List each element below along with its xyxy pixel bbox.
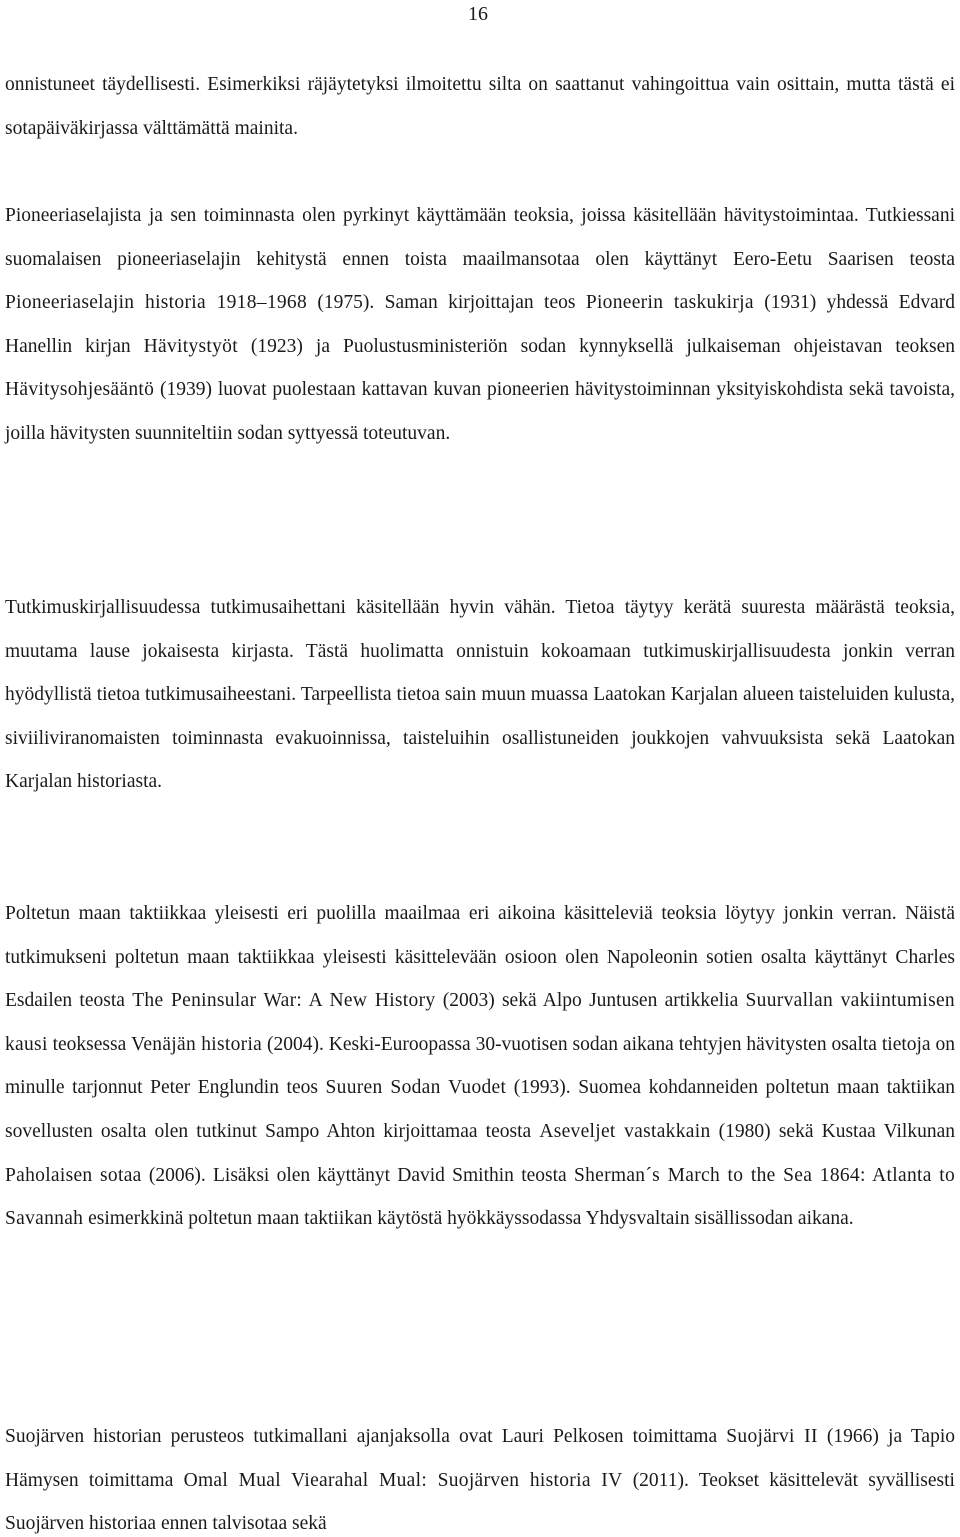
text-run: (1939) luovat puolestaan kattavan kuvan pioneerien hävitystoiminnan yksityiskohdista sekä tavoista, joilla hävitysten suunniteltiin sodan syttyessä toteutuvan.: [5, 379, 955, 444]
text-run: (2006). Lisäksi olen käyttänyt David Smithin teosta: [141, 1164, 574, 1186]
book-title: Sherman´s March to the Sea 1864: Atlanta to Savannah: [5, 1164, 955, 1230]
text-run: Suojärven historian perusteos tutkimallani ajanjaksolla ovat Lauri Pelkosen toimittama: [5, 1426, 727, 1447]
paragraph-1: [5, 63, 955, 150]
paragraph-2: [5, 194, 955, 456]
paragraph-5: [5, 1415, 955, 1537]
text-run: Tutkimuskirjallisuudessa tutkimusaihettani käsitellään hyvin vähän. Tietoa täytyy kerätä suuresta määrästä teoksia, muutama lause jokaisesta kirjasta. Tästä huolimatta onnistuin kokoamaan tutkimuskirjallisuudesta jonkin verran hyödyllistä tietoa tutkimusaiheestani. Tarpeellista tietoa sain muun muassa Laatokan Karjalan alueen taisteluiden kulusta, siviiliviranomaisten toiminnasta evakuoinnissa, taisteluihin osallistuneiden joukkojen vahvuuksista sekä Laatokan Karjalan historiasta.: [5, 597, 955, 793]
text-run: (2004). Keski-Euroopassa 30-vuotisen sodan aikana tehtyjen hävitysten osalta tietoja on minulle tarjonnut Peter Englundin teos: [5, 1033, 955, 1099]
book-title: Pioneerin taskukirja: [585, 292, 754, 314]
text-run: (1975). Saman kirjoittajan teos: [307, 292, 586, 314]
text-run: (1993). Suomea kohdanneiden poltetun maan taktiikan sovellusten osalta olen tutkinut Sampo Ahton kirjoittamaa teosta: [5, 1077, 956, 1142]
text-run: (1931) yhdessä Edvard Hanellin kirjan: [5, 292, 955, 357]
paragraph-3: [5, 586, 955, 804]
book-title: Omal Mual Viearahal Mual: Suojärven historia IV: [183, 1469, 623, 1491]
text-run: (1980) sekä Kustaa Vilkunan: [710, 1120, 955, 1142]
page-number: 16: [468, 3, 488, 25]
text-run: teoksessa: [47, 1033, 132, 1055]
book-title: Hävitystyöt: [143, 335, 238, 357]
book-title: Aseveljet vastakkain: [539, 1120, 711, 1142]
book-title: Suuren Sodan Vuodet: [325, 1077, 507, 1099]
book-title: Paholaisen sotaa: [5, 1164, 142, 1186]
book-title: Suojärvi II: [726, 1426, 818, 1447]
book-title: Pioneeriaselajin historia 1918–1968: [5, 292, 308, 314]
text-run: (2003) sekä Alpo Juntusen artikkelia: [435, 990, 746, 1012]
book-title: The Peninsular War: A New History: [132, 990, 436, 1012]
text-run: (1923) ja Puolustusministeriön sodan kynnyksellä julkaiseman ohjeistavan teoksen: [237, 335, 955, 357]
text-run: (2011). Teokset käsittelevät syvällisesti Suojärven historiaa ennen talvisotaa sekä: [5, 1469, 955, 1535]
book-title: Hävitysohjesääntö: [5, 379, 155, 401]
text-run: Pioneeriaselajista ja sen toiminnasta olen pyrkinyt käyttämään teoksia, joissa käsitellään hävitystoimintaa. Tutkiessani suomalaisen pioneeriaselajin kehitystä ennen toista maailmansotaa olen käyttänyt Eero-Eetu Saarisen teosta: [5, 205, 955, 270]
book-title: Venäjän historia: [131, 1033, 263, 1055]
text-run: Poltetun maan taktiikkaa yleisesti eri puolilla maailmaa eri aikoina käsitteleviä teoksia löytyy jonkin verran. Näistä tutkimukseni poltetun maan taktiikkaa yleisesti käsittelevään osioon olen Napoleonin sotien osalta käyttänyt Charles Esdailen teosta: [5, 903, 955, 1012]
text-run: onnistuneet täydellisesti. Esimerkiksi räjäytetyksi ilmoitettu silta on saattanut vahingoittua vain osittain, mutta tästä ei sotapäiväkirjassa välttämättä mainita.: [5, 74, 955, 139]
paragraph-4: [5, 892, 955, 1241]
book-title: Suurvallan vakiintumisen kausi: [5, 990, 955, 1055]
text-run: (1966) ja Tapio Hämysen toimittama: [5, 1426, 955, 1491]
text-run: esimerkkinä poltetun maan taktiikan käytöstä hyökkäyssodassa Yhdysvaltain sisällissodan aikana.: [83, 1208, 854, 1230]
